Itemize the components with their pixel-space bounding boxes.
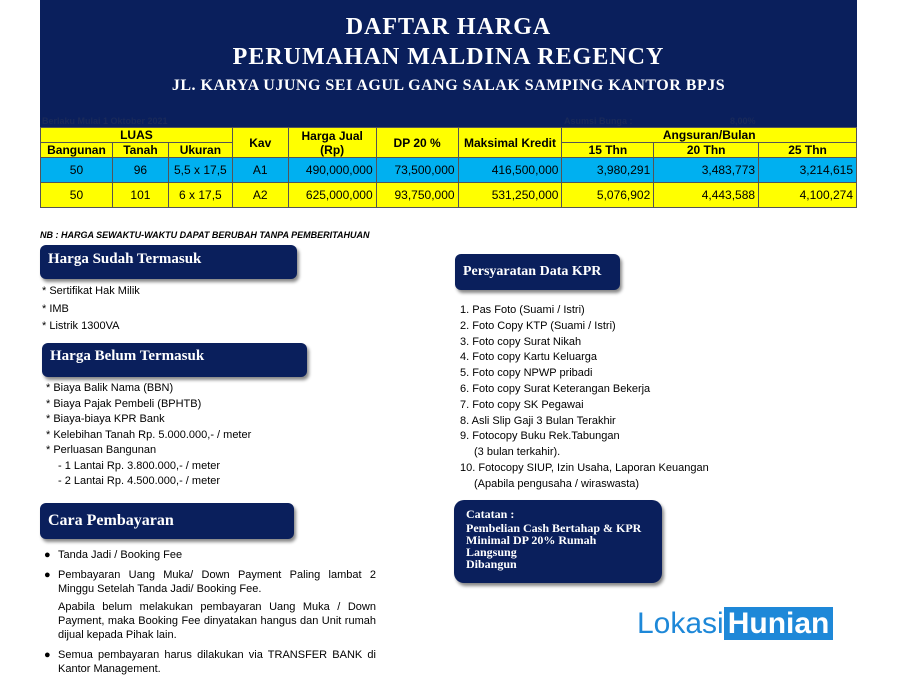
cell-dp: 93,750,000 [376,183,458,208]
cell-ukuran: 6 x 17,5 [168,183,232,208]
note-line: Dibangun [466,557,517,571]
excluded-list [46,381,251,490]
list-item: * Biaya Balik Nama (BBN) [46,382,174,394]
header-bangunan: Bangunan [41,143,113,158]
note-box [454,500,662,583]
interest-value: 8,00% [730,116,756,126]
list-item: (3 bulan terkahir). [474,446,561,459]
cell-ukuran: 5,5 x 17,5 [168,158,232,183]
list-item: 2. Foto Copy KTP (Suami / Istri) [460,319,616,332]
header-luas: LUAS [41,128,233,143]
cell-tanah: 96 [112,158,168,183]
list-item: 8. Asli Slip Gaji 3 Bulan Terakhir [460,414,616,427]
list-item: - 1 Lantai Rp. 3.800.000,- / meter [58,459,221,472]
note-line: Minimal DP 20% Rumah Langsung [466,533,597,559]
watermark-logo: Lokasi Hunian [637,607,833,641]
list-item: * Perluasan Bangunan [46,444,157,456]
header-kredit: Maksimal Kredit [458,128,562,158]
header-harga: Harga Jual (Rp) [288,128,376,158]
included-list [42,284,140,335]
list-item: * Biaya Pajak Pembeli (BPHTB) [46,397,202,410]
list-item: * Biaya-biaya KPR Bank [46,413,165,425]
cell-tanah: 101 [112,183,168,208]
bullet-icon: ● [44,649,51,661]
list-item: 9. Fotocopy Buku Rek.Tabungan [460,430,620,443]
kpr-requirements-list [460,303,709,493]
section-excluded-banner: Harga Belum Termasuk [42,343,307,377]
table-row [41,183,857,208]
payment-list [44,548,376,682]
cell-angsuran-20: 4,443,588 [654,183,759,208]
cell-kav: A1 [232,158,288,183]
note-title: Catatan : [466,507,515,521]
cell-kredit: 531,250,000 [458,183,562,208]
bullet-icon: ● [44,569,51,581]
list-item: 7. Foto copy SK Pegawai [460,398,584,411]
list-item: 5. Foto copy NPWP pribadi [460,367,593,380]
header-angsuran: Angsuran/Bulan [562,128,857,143]
page-title: DAFTAR HARGA [345,14,552,40]
header-kav: Kav [232,128,288,158]
price-table [40,127,857,208]
section-payment-banner: Cara Pembayaran [40,503,294,539]
project-name: PERUMAHAN MALDINA REGENCY [232,44,665,70]
cell-bangunan: 50 [41,183,113,208]
header-ukuran: Ukuran [168,143,232,158]
list-item: ● Pembayaran Uang Muka/ Down Payment Paling lambat 2 Minggu Setelah Tanda Jadi/ Booking Fee. [44,569,376,595]
section-kpr-banner: Persyaratan Data KPR [455,254,620,290]
cell-angsuran-25: 4,100,274 [759,183,857,208]
cell-dp: 73,500,000 [376,158,458,183]
cell-bangunan: 50 [41,158,113,183]
list-item: 4. Foto copy Kartu Keluarga [460,351,597,364]
cell-harga: 490,000,000 [288,158,376,183]
header-20-thn: 20 Thn [654,143,759,158]
table-row [41,158,857,183]
header-tanah: Tanah [112,143,168,158]
cell-harga: 625,000,000 [288,183,376,208]
list-item: Apabila belum melakukan pembayaran Uang Muka / Down Payment, maka Booking Fee dinyatakan hangus dan Unit rumah dijual kepada Pihak lain. [58,601,376,641]
list-item: ● Semua pembayaran harus dilakukan via TRANSFER BANK di Kantor Management. [44,649,376,675]
list-item: * Listrik 1300VA [42,320,120,332]
header-25-thn: 25 Thn [759,143,857,158]
cell-angsuran-25: 3,214,615 [759,158,857,183]
list-item: 10. Fotocopy SIUP, Izin Usaha, Laporan Keuangan [460,461,709,474]
list-item: * Sertifikat Hak Milik [42,285,140,297]
note-line: Pembelian Cash Bertahap & KPR [466,521,642,535]
list-item: * IMB [42,302,69,315]
header-15-thn: 15 Thn [562,143,654,158]
section-included-banner: Harga Sudah Termasuk [40,245,297,279]
cell-kav: A2 [232,183,288,208]
interest-label: Asumsi Bunga : [564,116,633,126]
project-address: JL. KARYA UJUNG SEI AGUL GANG SALAK SAMPING KANTOR BPJS [171,77,726,94]
cell-angsuran-15: 5,076,902 [562,183,654,208]
price-disclaimer: NB : HARGA SEWAKTU-WAKTU DAPAT BERUBAH TANPA PEMBERITAHUAN [40,230,370,240]
list-item: - 2 Lantai Rp. 4.500.000,- / meter [58,475,221,487]
cell-kredit: 416,500,000 [458,158,562,183]
list-item: ● Tanda Jadi / Booking Fee [44,549,183,561]
list-item: 1. Pas Foto (Suami / Istri) [460,304,585,316]
effective-date: Berlaku Mulai 1 Oktober 2021 [42,116,168,126]
cell-angsuran-15: 3,980,291 [562,158,654,183]
list-item: * Kelebihan Tanah Rp. 5.000.000,- / meter [46,428,252,441]
header-banner [40,0,857,130]
list-item: (Apabila pengusaha / wiraswasta) [474,477,640,490]
list-item: 6. Foto copy Surat Keterangan Bekerja [460,382,651,395]
list-item: 3. Foto copy Surat Nikah [460,335,582,348]
cell-angsuran-20: 3,483,773 [654,158,759,183]
bullet-icon: ● [44,549,51,561]
header-dp: DP 20 % [376,128,458,158]
